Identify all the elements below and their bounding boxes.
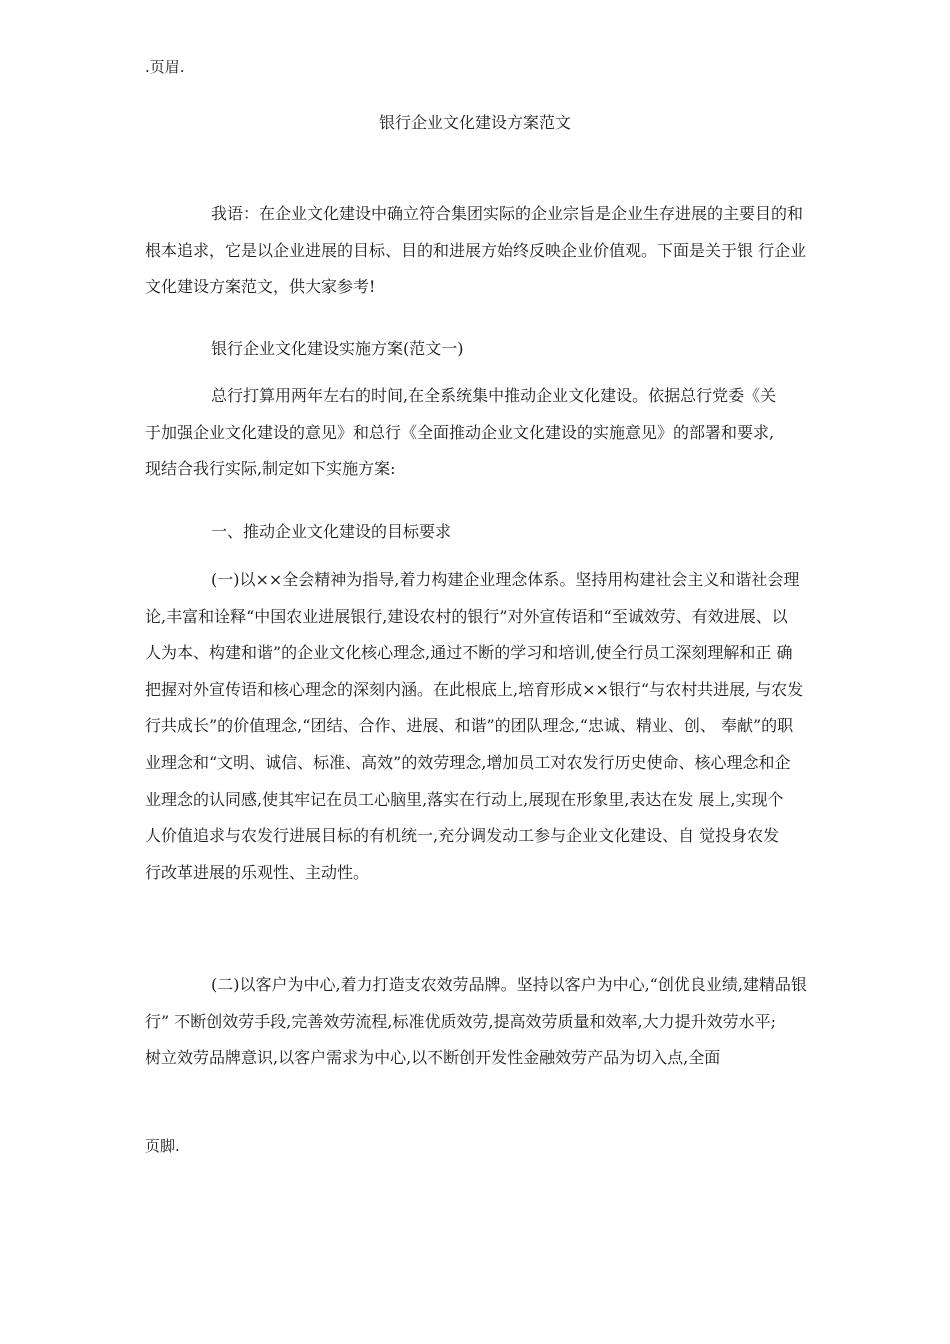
document-title: 银行企业文化建设方案范文 <box>378 113 571 132</box>
text-line: 把握对外宣传语和核心理念的深刻内涵。在此根底上,培育形成××银行“与农村共进展, 与农发 <box>145 679 804 699</box>
page-footer: 页脚. <box>145 1137 180 1155</box>
text-line: 人为本、构建和谐”的企业文化核心理念,通过不断的学习和培训,使全行员工深刻理解和正 确 <box>145 643 793 663</box>
text-line: 现结合我行实际,制定如下实施方案: <box>145 459 396 479</box>
text-line: 行共成长”的价值理念,“团结、合作、进展、和谐”的团队理念,“忠诚、精业、创、 奉献”的职 <box>145 716 794 736</box>
text-line: (二)以客户为中心,着力打造支农效劳品牌。坚持以客户为中心,“创优良业绩,建精品银 <box>211 975 807 994</box>
text-line: 文化建设方案范文，供大家参考! <box>145 277 376 297</box>
text-line: 于加强企业文化建设的意见》和总行《全面推动企业文化建设的实施意见》的部署和要求, <box>145 422 775 442</box>
paragraph-intro <box>145 196 813 306</box>
text-line: 根本追求，它是以企业进展的目标、目的和进展方始终反映企业价值观。下面是关于银 行企业 <box>145 240 807 260</box>
text-line: 一、推动企业文化建设的目标要求 <box>211 522 452 541</box>
text-line: 行” 不断创效劳手段,完善效劳流程,标准优质效劳,提高效劳质量和效率,大力提升效劳水平; <box>145 1011 777 1031</box>
text-line: 我语：在企业文化建设中确立符合集团实际的企业宗旨是企业生存进展的主要目的和 <box>211 204 804 223</box>
text-line: 银行企业文化建设实施方案(范文一) <box>211 339 464 358</box>
page-header: .页眉. <box>145 58 185 76</box>
section-heading-plan-one <box>145 331 813 368</box>
section-heading-goals <box>145 514 813 551</box>
text-line: 业理念的认同感,使其牢记在员工心脑里,落实在行动上,展现在形象里,表达在发 展上,实现个 <box>145 789 784 809</box>
text-line: 树立效劳品牌意识,以客户需求为中心,以不断创开发性金融效劳产品为切入点,全面 <box>145 1048 721 1068</box>
paragraph-goal-two <box>145 967 813 1077</box>
text-line: 行改革进展的乐观性、主动性。 <box>145 862 370 882</box>
text-line: 论,丰富和诠释“中国农业进展银行,建设农村的银行”对外宣传语和“至诚效劳、有效进展、以 <box>145 606 788 626</box>
text-line: 业理念和“文明、诚信、标准、高效”的效劳理念,增加员工对农发行历史使命、核心理念和企 <box>145 752 791 772</box>
paragraph-plan-overview <box>145 378 813 488</box>
text-line: 人价值追求与农发行进展目标的有机统一,充分调发动工参与企业文化建设、自 觉投身农发 <box>145 826 780 846</box>
text-line: (一)以××全会精神为指导,着力构建企业理念体系。坚持用构建社会主义和谐社会理 <box>211 570 800 589</box>
text-line: 总行打算用两年左右的时间,在全系统集中推动企业文化建设。依据总行党委《关 <box>211 386 777 405</box>
paragraph-goal-one <box>145 562 813 891</box>
